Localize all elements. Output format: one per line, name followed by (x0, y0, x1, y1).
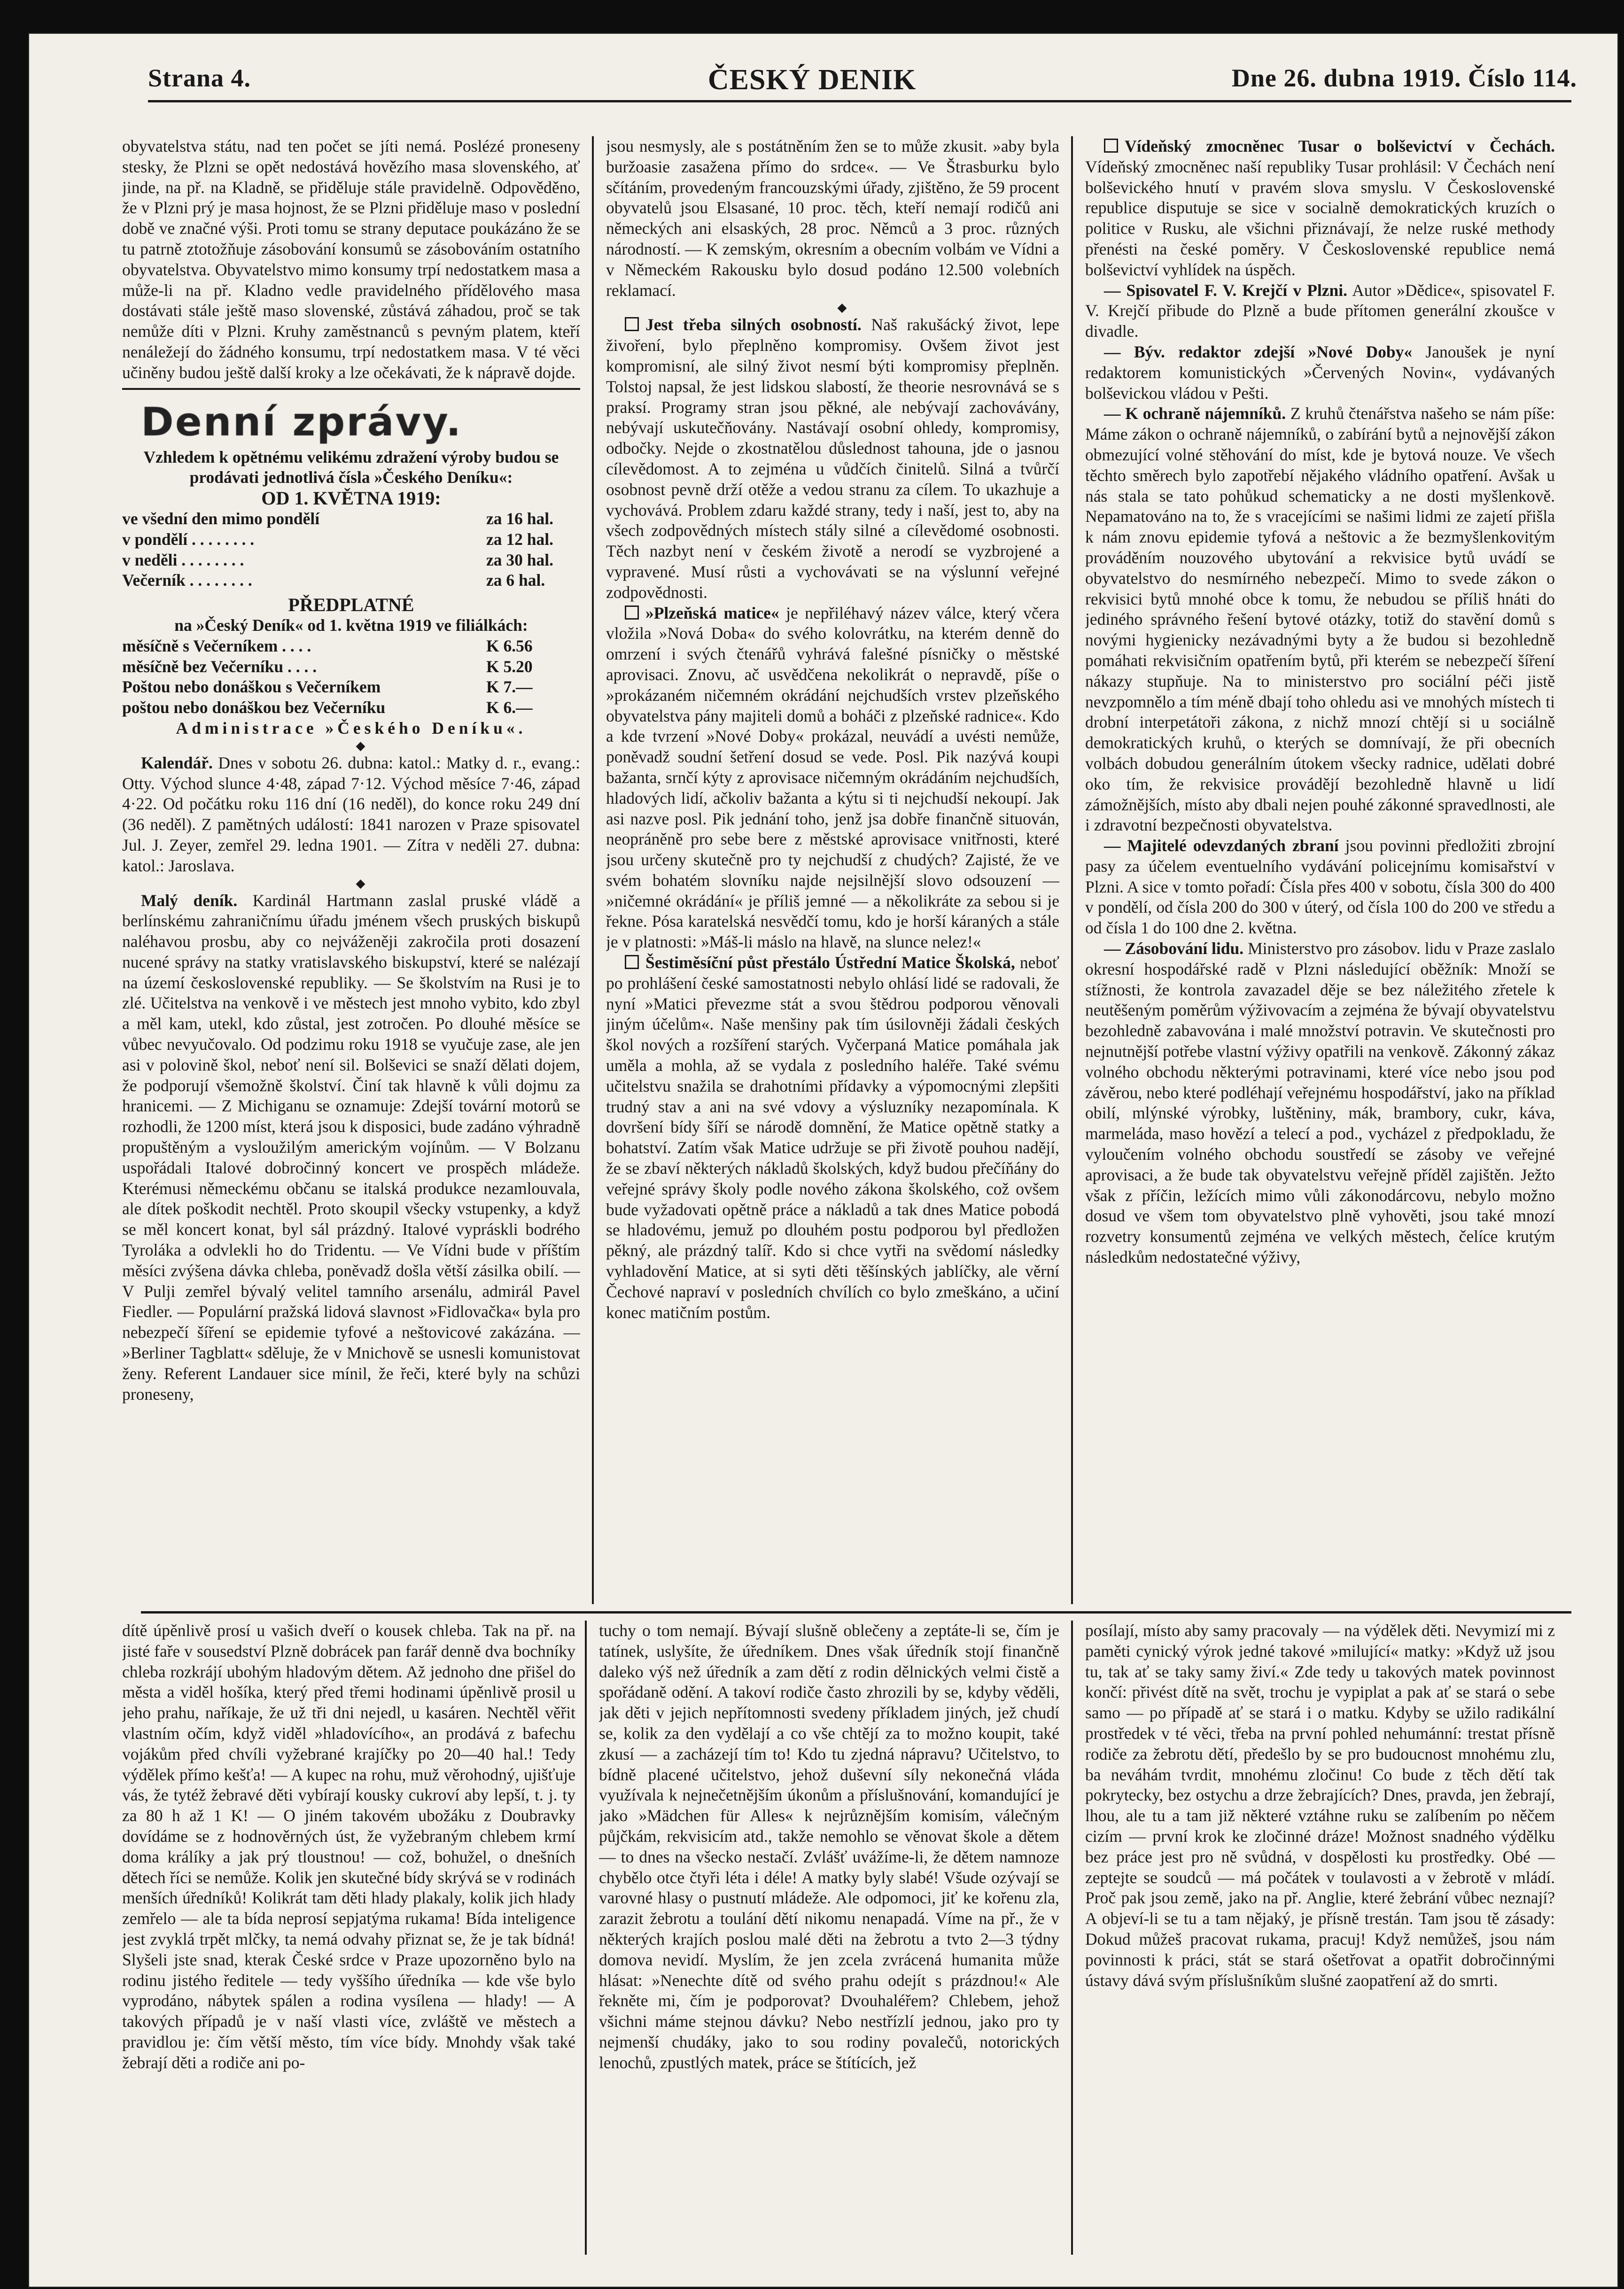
column-1-top (122, 136, 580, 1604)
article-text: neboť po prohlášení české samostatnosti nebylo ohlásí lidé se radovali, že nyní »Matici převezme stát a svou štědrou podporou věnovali jiným účelům«. Naše menšiny pak tím úsilovněji žádali českých škol nových a rozšíření starých. Vyčerpaná Matice pomáhala jak uměla a mohla, až se vydala z posledního haléře. Také svému učitelstvu snažila se drahotními přídavky a výpomocnými zlepšiti trudný stav a ani na své vdovy a výsluzníky nezapomínala. K dovršení bídy šíří se národě domnění, že Matice opětně statky a bohatství. Zatím však Matice udržuje se při životě pouhou nadějí, že se zbaví některých nákladů školských, když budou přečíňány do veřejné správy školy podle nového zákona školského, což ovšem bude vyžadovati opětně práce a nákladů a tak dnes Matice pobodá se hladovému, jemuž po dlouhém postu podporou byl předložen pěkný, ale prázdný talíř. Kdo si chce vytři na svědomí následky vyhladovění Matice, at si syti děti těšínských jablíčky, ale věrní Čechové napraví v posledních chvílích co bylo zmeškáno, a učiní konec matičním postům. (606, 953, 1059, 1322)
article-heading: — K ochraně nájemníků. (1104, 404, 1286, 423)
kalendar-heading: Kalendář. (141, 753, 213, 772)
middle-rule (141, 1611, 1571, 1614)
maly-denik-item (122, 891, 580, 1405)
scan-top-border (0, 0, 1624, 33)
subscription-row (122, 698, 580, 718)
article-plzenska-matice (606, 603, 1059, 953)
article-text: Naš rakušácký život, lepe živoření, bylo přeplněno kompromisy. Ovšem život jest kompromisní, ale silný život nesmí býti kompromisy přeplněn. Tolstoj napsal, že jest lidskou slabostí, že theorie nesrovnává se s praksí. Programy stran jsou pěkné, ale nebývají zachovávány, nebývají uskutečňovány. Nastávají osobní ohledy, kompromisy, odbočky. Nejde o zkostnatělou důslednost tahouna, jde o jasnou cílevědomost. A to zejména u vůdčích činitelů. Silná a tvůrčí osobnost pevně drží otěže a vedou stranu za cílem. To ukazhuje a vychovává. Problem zdaru každé strany, tedy i naší, jest to, aby na všech zodpovědných místech stály silné a cílevědomé osobnosti. Těch nazbyt není v českém životě a nerodí se vyzbrojené a vypravené. Musí růsti a vychovávati se na výslunní veřejné zodpovědnosti. (606, 315, 1059, 602)
price-row (122, 570, 580, 591)
article-continuation: jsou nesmysly, ale s postátněním žen se to může zkusit. »aby byla buržoasie zasažena přímo do srdce«. — Ve Štrasburku bylo sčítáním, provedeným francouzskými úřady, zjištěno, že 59 procent obyvatelů jsou Elsasané, 10 proc. těch, kteří nemají rodičů ani německých ani elsaských, 28 proc. Němců a 3 proc. různých národností. — K zemským, okresním a obecním volbám ve Vídni a v Německém Rakousku bylo dosud podáno 12.500 volebních reklamací. (606, 137, 1059, 300)
price-row-value: za 16 hal. (486, 509, 553, 528)
section-title-denni-zpravy: Denní zprávy. (141, 398, 463, 445)
square-bullet-icon (1104, 139, 1118, 153)
column-divider-2 (1071, 136, 1073, 1604)
subscription-row-value: K 5.20 (486, 657, 533, 676)
column-3-bottom (1085, 1621, 1555, 2250)
subscription-row (122, 657, 580, 677)
feature-text-part-2: tuchy o tom nemají. Bývají slušně oblečeny a zeptáte-li se, čím je tatínek, uslyšíte, že úředníkem. Dnes však úředník stojí finančně daleko výš než úředník a zam dětí z rodin dělnických velmi čistě a spořádaně odění. A takoví rodiče často zhrozili by se, kdyby věděli, jak děti v jejich nepřítomnosti svedeny příkladem jiných, jež chudí se, kolik za den vydělají a co vše chtějí za to možno koupit, také zkusí — a zacházejí tím to! Kdo tu zjedná nápravu? Učitelstvo, to bídně placené učitelstvo, jehož duševní síly nekonečná vláda využívala k nejnečetnějším úkonům a příslušnování, komandující je jako »Mädchen für Alles« k nejrůznějším komisím, válečným půjčkám, rekvisicím atd., takže nemohlo se věnovat škole a dětem — to dnes na všecko nestačí. Zvlášť uvážíme-li, že dětem namnoze chybělo otce čtyři léta i déle! A matky byly slabé! Všude ozývají se varovné hlasy o pustnutí mládeže. Ale odpomoci, jiť ke kořenu zla, zarazit žebrotu a toulání dětí nikomu nenapadá. Víme na př., že v některých krajích poslou malé děti na žebrotu a tvto 2—3 týdny domova nevidí. Myslím, že jen zcela zvrácená humanita může hlásat: »Nenechte dítě od svého prahu odejít s prázdnou!« Ale řekněte mi, čím je podporovat? Dvouhaléřem? Chlebem, jehož všichni máme stejnou dávku? Nebo nestřízlí jednou, jako pro ty nejmenší chudáky, jako to sou rodiny povalečů, notorických lenochů, zpustlých matek, práce se štítících, jež (599, 1621, 1059, 2072)
square-bullet-icon (625, 955, 639, 969)
article-heading: »Plzeňská matice« (645, 603, 779, 622)
subscription-list (122, 636, 580, 718)
administration-signature: Administrace »Českého Deníku«. (176, 718, 527, 737)
article-heading: Vídeňský zmocněnec Tusar o bolševictví v Čechách. (1125, 137, 1555, 155)
subscription-row (122, 677, 580, 698)
newspaper-masthead: ČESKÝ DENIK (707, 64, 917, 96)
article-heading: — Býv. redaktor zdejší »Nové Doby« (1104, 342, 1413, 361)
separator-diamond: ◆ (356, 738, 365, 753)
article-text: je nepřiléhavý název válce, který včera vložila »Nová Doba« do svého kolovrátku, na kterém denně do omrzení i svých čtenářů vyhrává falešné písničky o městské aprovisaci. Znovu, ač usvědčena nekolikrát o nepravdě, píše o »prokázaném ničemném okrádání nejchudších vrstev plzeňského obyvatelstva pány majiteli domů a boháči z plzeňské radnice«. Kdo a kde tvrzení »Nové Doby« prokázal, neuvádí a uvésti nemůže, poněvadž soudní šetření dosud se vede. Posl. Pik nazývá koupi bažanta, srnčí kýty z aprovisace ničemným okrádáním nejchudších, hladových lidí, ačkoliv bažanta a kýtu si ti nejchudší nekoupí. Jak asi nazve posl. Pik jednání toho, jenž jsa dobře finančně situován, neopráněně pro sebe bere z městské aprovisace vnitřnosti, které jsou určeny skutečně pro ty nejchudší z chudých? Zajisté, že ve svém bohatém slovníku najde nejsilnější slovo odsouzení — »ničemné okrádání« je příliš jemné — a několikráte za sebou si je řekne. Pósa karatelská nesvědčí tomu, kdo je horší káraných a stále je v platnosti: »Máš-li máslo na hlavě, na slunce nelez!« (606, 603, 1059, 952)
column-3-top (1085, 136, 1555, 1604)
article-heading: Jest třeba silných osobností. (645, 315, 862, 334)
subscription-row (122, 636, 580, 657)
separator-diamond: ◆ (837, 301, 847, 315)
maly-denik-heading: Malý deník. (141, 891, 238, 910)
article-silne-osobnosti (606, 315, 1059, 603)
article-matice-skolska (606, 953, 1059, 1323)
article-heading: — Spisovatel F. V. Krejčí v Plzni. (1104, 280, 1348, 300)
subscription-row-value: K 6.— (486, 698, 533, 717)
article-tusar (1085, 136, 1555, 280)
article-text: Z kruhů čtenářstva našeho se nám píše: Máme zákon o ochraně nájemníků, o zabírání bytů a nejnovější zákon obmezující volné stěhování do míst, kde je bytová nouze. Ve všech těchto směrech bylo zapotřebí nějakého vládního opatření. Avšak u nás stala se tato pohůkud schematicky a ne dosti myšlenkově. Nepamatováno na to, že s vracejícími se našimi lidmi ze zajetí přišla k nám znovu epidemie tyfová a neštovic a že bezmyšlenkovitým prováděním nouzového ubytování a rekvisice bytů uvádí se obyvatelstvo do nesmírného nebezpečí. Mimo to svede zákon o rekvisici bytů mnohé obce k tomu, že nebudou se příliš hnáti do jediného správného řešení bytové otázky, totiž do stavění domů s novými hygienicky nezávadnými byty a že budou si bezohledně pomáhati rekvisičním opatřením bytů, při kterém se nebezpečí šíření nákazy stupňuje. Na to ministerstvo pro sociální péči jistě nevzpomnělo a tím méně dbají toho ohledu asi ve mnohých místech ti drobní interpetátoři zákona, z nichž mnozí chtějí si u sociálně demokratických kruhů, o kterých se domnívají, že při obecních volbách dobudou generálním útokem všecky radnice, udělati dobré oko tím, že rekvisice provádějí bezohledně hlavně u lidí zámožnějších, místo aby dbali nejen pouhé zákonné spravedlnosti, ale i zdravotní bezpečnosti obyvatelstva. (1085, 404, 1555, 835)
kalendar-item (122, 753, 580, 877)
price-row-value: za 12 hal. (486, 529, 553, 549)
page-number: Strana 4. (148, 64, 251, 92)
price-row-value: za 30 hal. (486, 550, 553, 569)
subscription-row-label: poštou nebo donáškou bez Večerníku (122, 698, 386, 717)
subscription-row-label: Poštou nebo donáškou s Večerníkem (122, 677, 381, 697)
article-text: Vídeňský zmocněnec naší republiky Tusar prohlásil: V Čechách není bolševického hnutí v pravém slova smyslu. V Československé republice disputuje se sice v socialně demokratických kruzích o politice v Rusku, ale všichni přiznávají, že nelze ruské methody přenésti na české poměry. V Československé republice nemá bolševictví vyhlídek na úspěch. (1085, 157, 1555, 279)
article-text: Janoušek je nyní redaktorem komunistických »Červených Novin«, vydávaných bolševickou vládou v Pešti. (1085, 342, 1555, 403)
separator-diamond: ◆ (356, 876, 365, 890)
issue-date: Dne 26. dubna 1919. Číslo 114. (1231, 64, 1577, 92)
square-bullet-icon (625, 317, 639, 331)
article-text: Autor »Dědice«, spisovatel F. V. Krejčí přibude do Plzně a bude přítomen generální zkoušce v divadle. (1085, 280, 1555, 341)
article-text: Ministerstvo pro zásobov. lidu v Praze zaslalo okresní hospodářské radě v Plzni následující oběžník: Množí se stížnosti, že kontrola zavazadel děje se bez náležitého zřetele k neutěšeným poměrům výživovacím a zejména že bývají obyvatelstvu bezohledně zabavována i malé množství potravin. Ve skutečnosti pro nejnutnější potřebe vlastní výživy opatřili na venkově. Zákonný zákaz volného obchodu některými potravinami, které více nebo jsou pod závěrou, nebo které podléhají veřejnému hospodářství, jako na příklad obilí, mlýnské výrobky, luštěniny, mák, brambory, cukr, káva, marmeláda, maso hovězí a telecí a pod., vycházel z předpokladu, že vyloučením volného obchodu soustředí se zásoby ve veřejné aprovisaci, a že bude tak obyvatelstvu veřejně příděl zajištěn. Ježto však z příčin, ležících mimo vůli zákonodárcovu, nebylo možno dosud ve všem tom obyvatelstvo plně vyhověti, jsou také mnozí rozvetry konsumentů zejména ve velkých městech, čelíce krutým následkům nedostatečné výživy, (1085, 939, 1555, 1267)
subscription-row-label: měsíčně s Večerníkem . . . . (122, 636, 311, 655)
header-rule (148, 100, 1571, 102)
subscription-row-label: měsíčně bez Večerníku . . . . (122, 657, 317, 676)
column-divider-3 (585, 1621, 587, 2255)
price-row (122, 509, 580, 529)
price-notice-date: OD 1. KVĚTNA 1919: (261, 488, 441, 509)
column-divider-1 (592, 136, 594, 1604)
article-nova-doba (1085, 342, 1555, 403)
column-2-bottom (599, 1621, 1059, 2250)
subscription-intro: na »Český Deník« od 1. května 1919 ve filiálkách: (174, 615, 528, 635)
price-row-label: v pondělí . . . . . . . . (122, 529, 255, 549)
article-krejci (1085, 280, 1555, 342)
column-divider-4 (1071, 1621, 1073, 2255)
article-heading: Šestiměsíční půst přestálo Ústřední Matice Školská, (645, 953, 1015, 972)
price-row-label: v neděli . . . . . . . . (122, 550, 244, 569)
article-majitele-zbrani (1085, 836, 1555, 939)
feature-text-part-3: posílají, místo aby samy pracovaly — na výdělek děti. Nevymizí mi z paměti cynický výrok jedné takové »milující« matky: »Když už jsou tu, tak ať se taky samy živí.« Zde tedy u takových matek povinnost končí: přivést dítě na svět, trochu je vypiplat a pak ať se stará o sebe samo — po případě ať se stará i o matku. Kdyby se užilo radikální prostředek v té věci, třeba na první pohled nehumánní: trestat přísně rodiče za žebrotu dětí, předešlo by se pro budoucnost mnohému zlu, ba neváhám tvrdit, mnohému zločinu! Co bude z těch dětí tak pokrytecky, bez ostychu a drze žebrajících? Dnes, pravda, jen žebrají, lhou, ale tu a tam již některé vztáhne ruku se zalíbením po něčem cizím — první krok ke zločinné dráze! Možnost snadného výdělku bez práce jest pro ně svůdná, v dospělosti ku prostředky. Obé — zeptejte se soudců — má počátek v toulavosti a v žebrotě v mládí. Proč pak jsou země, jako na př. Anglie, které žebrání vůbec neznají? A objeví-li se tu a tam nějaký, je přísně trestán. Tam jsou tě zásady: Dokud můžeš pracovat rukama, pracuj! Když nemůžeš, jsou nám povinnosti k práci, stát se stará ošetřovat a opatřit dobročinnými ústavy dává svým příslušníkům slušné zaopatření až do smrti. (1085, 1621, 1555, 1990)
price-row (122, 550, 580, 571)
price-notice-intro: Vzhledem k opětnému velikému zdražení výroby budou se prodávati jednotlivá čísla »Českého Deníku«: (143, 447, 559, 487)
square-bullet-icon (625, 605, 639, 620)
kalendar-text: Dnes v sobotu 26. dubna: katol.: Matky d. r., evang.: Otty. Východ slunce 4·48, západ 7·12. Východ měsíce 7·46, západ 4·22. Od počátku roku 116 dní (16 neděl), do konce roku 249 dní (36 neděl). Z pamětných událostí: 1841 narozen v Praze spisovatel Jul. J. Zeyer, zemřel 29. ledna 1901. — Zítra v neděli 27. dubna: katol.: Jaroslava. (122, 753, 580, 875)
subscription-row-value: K 7.— (486, 677, 533, 697)
article-ochrana-najemniku (1085, 403, 1555, 836)
article-zasobovani (1085, 939, 1555, 1268)
section-rule (122, 388, 580, 390)
feature-text-part-1: dítě úpěnlivě prosí u vašich dveří o kousek chleba. Tak na př. na jisté faře v sousedství Plzně dobrácek pan farář denně dva bochníky chleba rozkrájí ubohým hladovým dětem. Až jednoho dne přišel do města a viděl hošíka, který před třemi hodinami úpěnlivě prosil u jeho prahu, naříkaje, že už tři dni nejedl, u kasáren. Nechtěl věřit vlastním očím, když viděl »hladovícího«, an prodává z bafechu vojákům před chvíli vyžebrané krajíčky po 20—40 hal.! Tedy výdělek přímo kešťa! — A kupec na rohu, muž věrohodný, ujišťuje vás, že tytéž žebravé děti vybírají kousky cukroví aby lepší, t. j. ty za 80 h až 1 K! — O jiném takovém ubožáku z Doubravky dovídáme se z hodnověrných úst, že vyžebraným chlebem krmí doma králíky a jak prý tloustnou! — což, bohužel, o dnešních dětech říci se nemůže. Kolik jen skutečné bídy skrývá se v rodinách menších úředníků! Kolikrát tam děti hlady plakaly, kolik jich hlady zemřelo — ale ta bída neprosí sepjatýma rukama! Bída inteligence jest zvyklá trpět mlčky, ta nemá odvahy přiznat se, že je tak bídná! Slyšeli jste snad, kterak České srdce v Praze upozorněno bylo na rodinu jistého ředitele — tedy vyššího úředníka — kde vše bylo vyprodáno, nábytek spálen a rodina vysílena — hlady! — A takových případů je v naší vlasti více, zvláště ve městech a pravidlou je: čím větší město, tím více bídy. Mnohdy však také žebrají děti a rodiče ani po- (122, 1621, 575, 2072)
price-row (122, 529, 580, 550)
subscription-title: PŘEDPLATNÉ (288, 594, 414, 616)
article-heading: — Majitelé odevzdaných zbraní (1104, 836, 1339, 855)
price-row-value: za 6 hal. (486, 571, 545, 590)
price-row-label: ve všední den mimo pondělí (122, 509, 320, 528)
article-continuation: obyvatelstva státu, nad ten počet se jíti nemá. Poslézé proneseny stesky, že Plzni se opět nedostává hovězího masa slovenského, ať jinde, na př. na Kladně, se přiděluje stále pravidelně. Odpověděno, že v Plzni prý je masa hojnost, že se Plzni přiděluje maso v poslední době ve značné výši. Proti tomu se strany deputace poukázáno že se tu patrně ztotožňuje zásobování konsumů se zásobováním ostatního obyvatelstva. Obyvatelstvo mimo konsumy trpí nedostatkem masa a může-li na př. Kladno vedle pravidelného přídělového masa dostávati stále ještě maso slovenské, zůstává záhadou, proč se tak nemůže díti v Plzni. Kruhy zaměstnanců s pevným platem, kteří nenáležejí do žádného konsumu, trpí nedostatkem masa. V té věci učiněny budou ještě další kroky a lze očekávati, že k nápravě dojde. (122, 137, 580, 382)
column-2-top (606, 136, 1059, 1604)
article-heading: — Zásobování lidu. (1104, 939, 1244, 958)
price-row-label: Večerník . . . . . . . . (122, 571, 252, 590)
maly-denik-text: Kardinál Hartmann zaslal pruské vládě a berlínskému zahraničnímu úřadu jménem všech pruských biskupů naléhavou prosbu, aby co nejváženěji zakročila proti dosazení nucené správy na statky vratislavského biskupství, které se nalézají na území československé republiky. — Se školstvím na Rusi je to zlé. Učitelstva na venkově i ve městech jest mnoho vybito, kdo zbyl a měl kam, utekl, kdo zůstal, jest zotročen. Po dlouhé měsíce se vůbec nevyučovalo. Od podzimu roku 1918 se vyučuje zase, ale jen asi v polovině škol, neboť není sil. Bolševici se snaží dělati dojem, že podporují všemožně školství. Činí tak hlavně k vůli dojmu za hranicemi. — Z Michiganu se oznamuje: Zdejší tovární motorů se rozhodli, že 1200 míst, která jsou k disposici, bude zadáno výhradně propuštěným a vysloužilým americkým vojínům. — V Bolzanu uspořádali Italové dobročinný koncert ve prospěch mládeže. Kterémusi německému občanu se italská produkce nezamlouvala, ale dítek poškodit nechtěl. Proto skoupil všecky vstupenky, a když se měl koncert konat, byl sál prázdný. Italové vypráskli bodrého Tyroláka a odvlekli ho do Tridentu. — Ve Vídni bude v příštím měsíci zvýšena dávka chleba, poněvadž došla větší zásilka obilí. — V Pulji zemřel bývalý velitel tamního arsenálu, admirál Pavel Fiedler. — Populární pražská lidová slavnost »Fidlovačka« byla pro nebezpečí šíření se epidemie tyfové a neštovicové zakázána. — »Berliner Tagblatt« sděluje, že v Mnichově se usnesli komunistovat ženy. Referent Landauer sice mínil, že řeči, které byly na schůzi proneseny, (122, 891, 580, 1404)
subscription-row-value: K 6.56 (486, 636, 533, 655)
article-text: jsou povinni předložiti zbrojní pasy za účelem eventuelního vydávání policejnímu komisařství v Plzni. A sice v tomto pořadí: Čísla přes 400 v sobotu, čísla 300 do 400 v pondělí, od čísla 200 do 300 v úterý, od čísla 100 do 200 ve středu a od čísla 1 do 100 dne 2. května. (1085, 836, 1555, 938)
price-list (122, 509, 580, 591)
column-1-bottom (122, 1621, 575, 2250)
